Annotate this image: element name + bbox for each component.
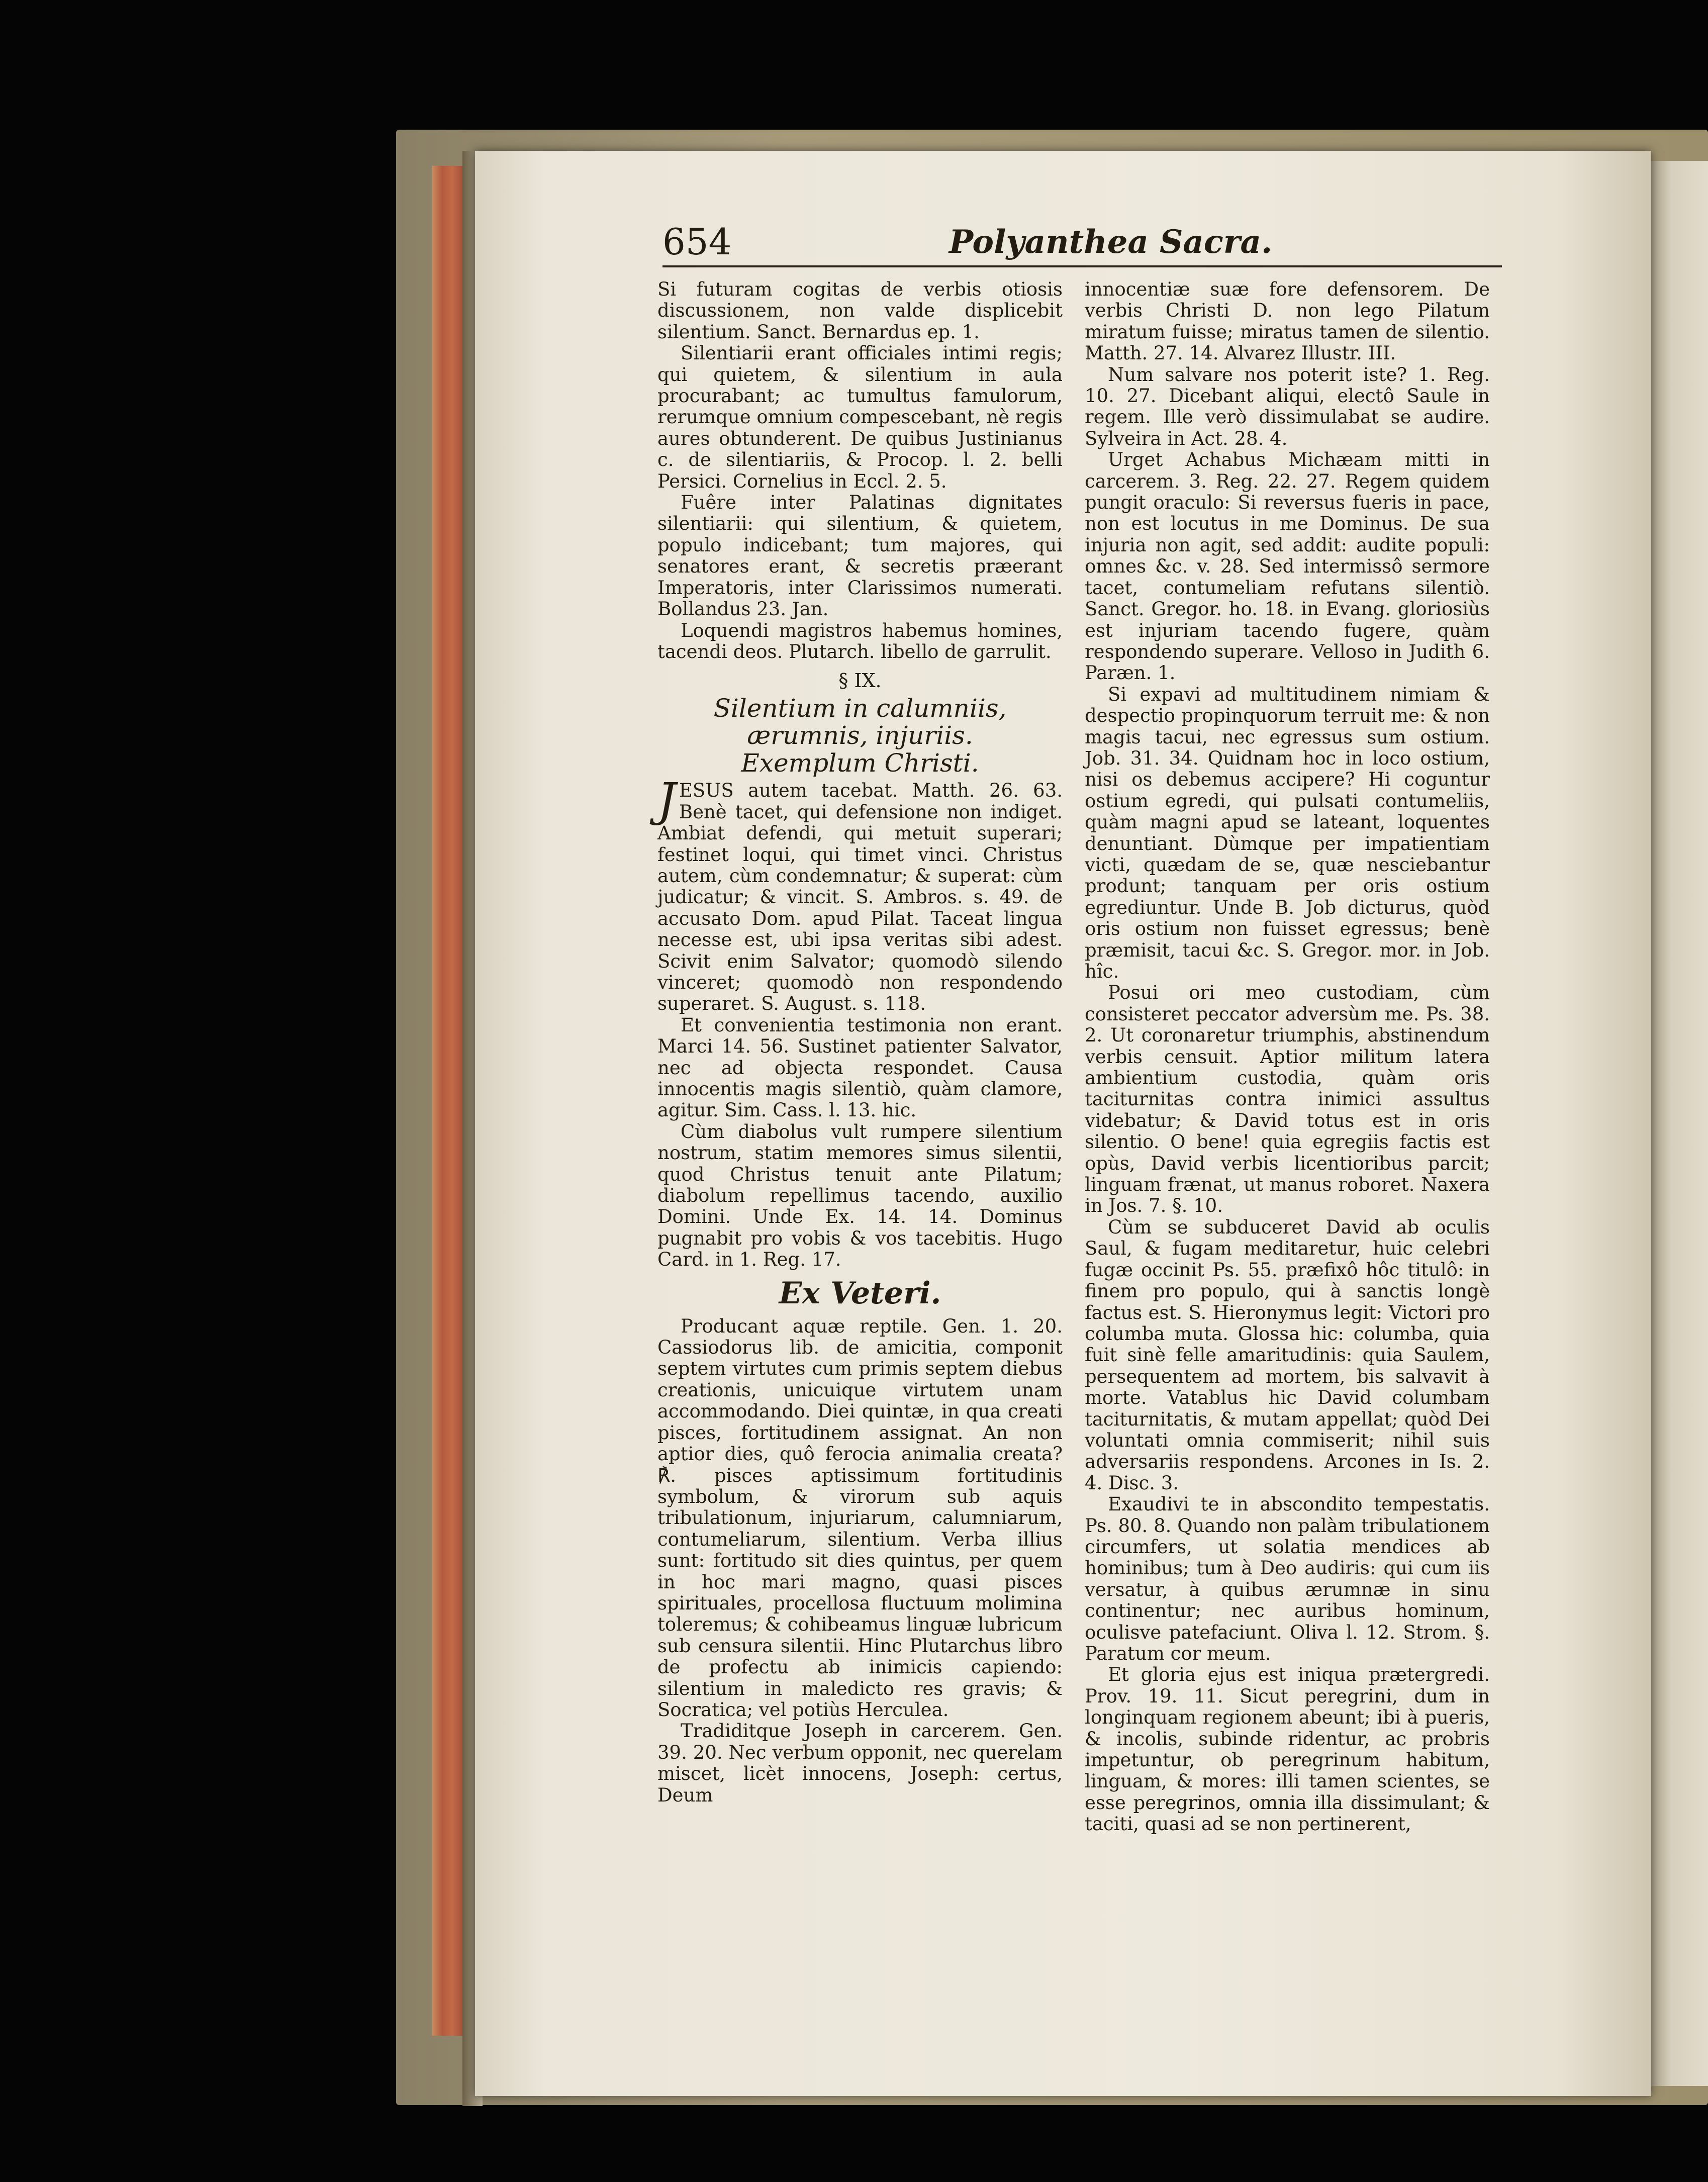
paragraph: Et convenientia testimonia non erant. Marci 14. 56. Sustinet patienter Salvator, nec ad objecta respondet. Causa innocentis magis silentiò, quàm clamore, agitur. Sim. Cass. l. 13. hic. [657,1014,1063,1121]
paragraph: Exaudivi te in abscondito tempestatis. Ps. 80. 8. Quando non palàm tribulationem circumfers, ut solatia mendices ab hominibus; tum à Deo audiris: qui cum iis versatur, à quibus ærumnæ in sinu continentur; nec auribus hominum, oculisve patefaciunt. Oliva l. 12. Strom. §. Paratum cor meum. [1085,1493,1490,1664]
facing-page-edge [1646,161,1708,2086]
right-column [1085,279,1490,1835]
paragraph: Cùm se subduceret David ab oculis Saul, & fugam meditaretur, huic celebri fugæ occinit Ps. 55. præfixô hôc titulô: in finem pro populo, qui à sanctis longè factus est. S. Hieronymus legit: Victori pro columba muta. Glossa hic: columba, quia fuit sinè felle amaritudinis: quia Saulem, persequentem ad mortem, bis salvavit à morte. Vatablus hic David columbam taciturnitatis, & mutam appellat; quòd Dei voluntati omnia commiserit; nihil suis adversariis respondens. Arcones in Is. 2. 4. Disc. 3. [1085,1216,1490,1494]
paragraph: Producant aquæ reptile. Gen. 1. 20. Cassiodorus lib. de amicitia, componit septem virtutes cum primis septem diebus creationis, unicuique virtutem unam accommodando. Diei quintæ, in qua creati pisces, fortitudinem assignat. An non aptior dies, quô ferocia animalia creata? ℟. pisces aptissimum fortitudinis symbolum, & virorum sub aquis tribulationum, injuriarum, calumniarum, contumeliarum, silentium. Verba illius sunt: fortitudo sit dies quintus, per quem in hoc mari magno, quasi pisces spirituales, procellosa fluctuum molimina toleremus; & cohibeamus linguæ lubricum sub censura silentii. Hinc Plutarchus libro de profectu ab inimicis capiendo: silentium in maledicto res gravis; & Socratica; vel potiùs Herculea. [657,1315,1063,1721]
paragraph: Posui ori meo custodiam, cùm consisteret peccator adversùm me. Ps. 38. 2. Ut coronaretur triumphis, abstinendum verbis censuit. Aptior militum latera ambientium custodia, quàm oris taciturnitas contra inimici assultus videbatur; & David totus est in oris silentio. O bene! quia egregiis factis est opùs, David verbis licentioribus parcit; linguam frænat, ut manus roboret. Naxera in Jos. 7. §. 10. [1085,982,1490,1217]
section-number: § IX. [838,670,882,692]
paragraph: Loquendi magistros habemus homines, tacendi deos. Plutarch. libello de garrulit. [657,619,1063,662]
running-head [662,220,1502,267]
paragraph: Silentiarii erant officiales intimi regis; qui quietem, & silentium in aula procurabant; ac tumultus famulorum, rerumque omnium compescebant, nè regis aures obtunderent. De quibus Justinianus c. de silentiariis, & Procop. l. 2. belli Persici. Cornelius in Eccl. 2. 5. [657,342,1063,492]
paragraph: innocentiæ suæ fore defensorem. De verbis Christi D. non lego Pilatum miratum fuisse; miratus tamen de silentio. Matth. 27. 14. Alvarez Illustr. III. [1085,278,1490,364]
paragraph: Fuêre inter Palatinas dignitates silentiarii: qui silentium, & quietem, populo indicebant; tum majores, qui senatores erant, & secretis præerant Imperatoris, inter Clarissimos numerati. Bollandus 23. Jan. [657,492,1063,620]
paragraph: Tradiditque Joseph in carcerem. Gen. 39. 20. Nec verbum opponit, nec querelam miscet, licèt innocens, Joseph: certus, Deum [657,1720,1063,1806]
page-number: 654 [662,221,732,263]
paragraph: JESUS autem tacebat. Matth. 26. 63. Benè tacet, qui defensione non indiget. Ambiat defendi, qui metuit superari; festinet loqui, qui timet vinci. Christus autem, cùm condemnatur; & superat: cùm judicatur; & vincit. S. Ambros. s. 49. de accusato Dom. apud Pilat. Taceat lingua necesse est, ubi ipsa veritas sibi adest. Scivit enim Salvator; quomodò silendo vinceret; quomodò non respondendo superaret. S. August. s. 118. [657,773,1063,1015]
section-subtitle: Exemplum Christi. [741,748,979,778]
paragraph: Si expavi ad multitudinem nimiam & despectio propinquorum terruit me: & non magis tacui, nec egressus sum ostium. Job. 31. 34. Quidnam hoc in loco ostium, nisi os debemus accipere? Hi coguntur ostium egredi, qui pulsati contumeliis, quàm magni apud se lateant, loquentes denuntiant. Dùmque per impatientiam victi, quædam de se, quæ nesciebantur produnt; tanquam per oris ostium egrediuntur. Unde B. Job dicturus, quòd oris ostium non fuisset egressus; benè præmisit, tacui &c. S. Gregor. mor. in Job. hîc. [1085,683,1490,982]
paragraph: Si futuram cogitas de verbis otiosis discussionem, non valde displicebit silentium. Sanct. Bernardus ep. 1. [657,278,1063,343]
paragraph: Num salvare nos poterit iste? 1. Reg. 10. 27. Dicebant aliqui, electô Saule in regem. Ille verò dissimulabat se audire. Sylveira in Act. 28. 4. [1085,363,1490,449]
section-title: Silentium in calumniis, ærumnis, injuriis. [713,694,1007,750]
paragraph: Cùm diabolus vult rumpere silentium nostrum, statim memores simus silentii, quod Christus tenuit ante Pilatum; diabolum repellimus tacendo, auxilio Domini. Unde Ex. 14. 14. Dominus pugnabit pro vobis & vos tacebitis. Hugo Card. in 1. Reg. 17. [657,1120,1063,1271]
paragraph: Urget Achabus Michæam mitti in carcerem. 3. Reg. 22. 27. Regem quidem pungit oraculo: Si reversus fueris in pace, non est locutus in me Dominus. De sua injuria non agit, sed addit: audite populi: omnes &c. v. 28. Sed intermissô sermore tacet, contumeliam refutans silentiò. Sanct. Gregor. ho. 18. in Evang. gloriosiùs est injuriam tacendo fugere, quàm respondendo superare. Velloso in Judith 6. Paræn. 1. [1085,449,1490,684]
subsection-heading: Ex Veteri. [779,1275,941,1311]
page-title: Polyanthea Sacra. [949,223,1273,261]
paragraph: Et gloria ejus est iniqua prætergredi. Prov. 19. 11. Sicut peregrini, dum in longinquam regionem abeunt; ibi à pueris, & incolis, subinde ridentur, ac probris impetuntur, ob peregrinum habitum, linguam, & mores: illi tamen scientes, se esse peregrinos, omnia illa dissimulant; & taciti, quasi ad se non pertinerent, [1085,1664,1490,1835]
left-column [657,279,1063,1806]
